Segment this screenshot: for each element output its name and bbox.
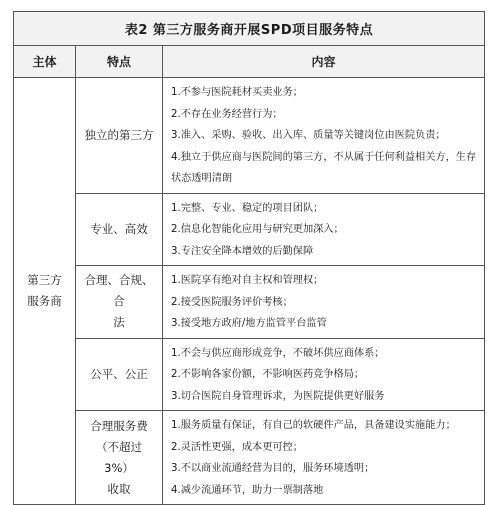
header-content: 内容 xyxy=(163,46,485,78)
content-item: 4.独立于供应商与医院间的第三方，不从属于任何利益相关方，生存状态透明清朗 xyxy=(171,151,477,184)
spd-service-table-container xyxy=(13,11,485,505)
subject-line: 服务商 xyxy=(27,294,62,308)
subject-line: 第三方 xyxy=(27,273,62,287)
content-item: 2.不影响各家份额，不影响医药竞争格局； xyxy=(171,369,365,380)
feature-label: 公平、公正 xyxy=(90,366,148,381)
content-item: 3.专注安全降本增效的后勤保障 xyxy=(171,245,314,257)
content-item: 3.切合医院自身管理诉求，为医院提供更好服务 xyxy=(171,390,385,402)
content-item: 2.接受医院服务评价考核； xyxy=(171,296,293,308)
table-header-row xyxy=(14,46,485,78)
content-item: 1.完整、专业、稳定的项目团队； xyxy=(171,202,324,214)
content-item: 2.不存在业务经营行为； xyxy=(171,108,283,120)
header-feature: 特点 xyxy=(76,46,163,78)
content-item: 1.服务质量有保证，有自己的软硬件产品，具备建设实施能力； xyxy=(171,420,456,431)
feature-cell xyxy=(76,193,163,266)
feature-cell xyxy=(76,78,163,194)
content-cell xyxy=(163,193,485,266)
content-cell xyxy=(163,338,485,411)
table-title-row xyxy=(14,12,485,46)
feature-label: 独立的第三方 xyxy=(84,127,154,142)
content-item: 2.灵活性更强，成本更可控； xyxy=(171,441,303,453)
content-cell xyxy=(163,78,485,194)
feature-cell xyxy=(76,338,163,411)
content-item: 1.不会与供应商形成竞争，不破坏供应商体系； xyxy=(171,347,385,359)
feature-cell xyxy=(76,411,163,505)
feature-label: （不超过3%） xyxy=(96,439,142,475)
subject-cell xyxy=(14,78,76,505)
feature-cell xyxy=(76,266,163,339)
feature-label: 法 xyxy=(113,315,125,330)
content-cell xyxy=(163,266,485,339)
table-row xyxy=(14,193,485,266)
content-item: 1.医院享有绝对自主权和管理权； xyxy=(171,275,324,286)
spd-service-table xyxy=(13,11,485,505)
content-item: 3.准入、采购、验收、出入库、质量等关键岗位由医院负责； xyxy=(171,130,446,141)
feature-label: 合理、合规、合 xyxy=(84,273,154,309)
header-subject: 主体 xyxy=(14,46,76,78)
content-item: 2.信息化智能化应用与研究更加深入； xyxy=(171,224,344,235)
feature-label: 专业、高效 xyxy=(90,221,148,236)
table-row xyxy=(14,266,485,339)
content-item: 3.接受地方政府/地方监管平台监管 xyxy=(171,318,327,329)
content-item: 4.减少流通环节，助力一票制落地 xyxy=(171,484,324,496)
content-item: 1.不参与医院耗材买卖业务； xyxy=(171,87,303,98)
feature-label: 合理服务费 xyxy=(90,418,148,433)
content-cell xyxy=(163,411,485,505)
feature-label: 收取 xyxy=(107,481,131,496)
table-title: 表2 第三方服务商开展SPD项目服务特点 xyxy=(14,12,485,46)
content-item: 3.不以商业流通经营为目的，服务环境透明； xyxy=(171,463,375,474)
table-row xyxy=(14,411,485,505)
table-row xyxy=(14,338,485,411)
table-row xyxy=(14,78,485,194)
